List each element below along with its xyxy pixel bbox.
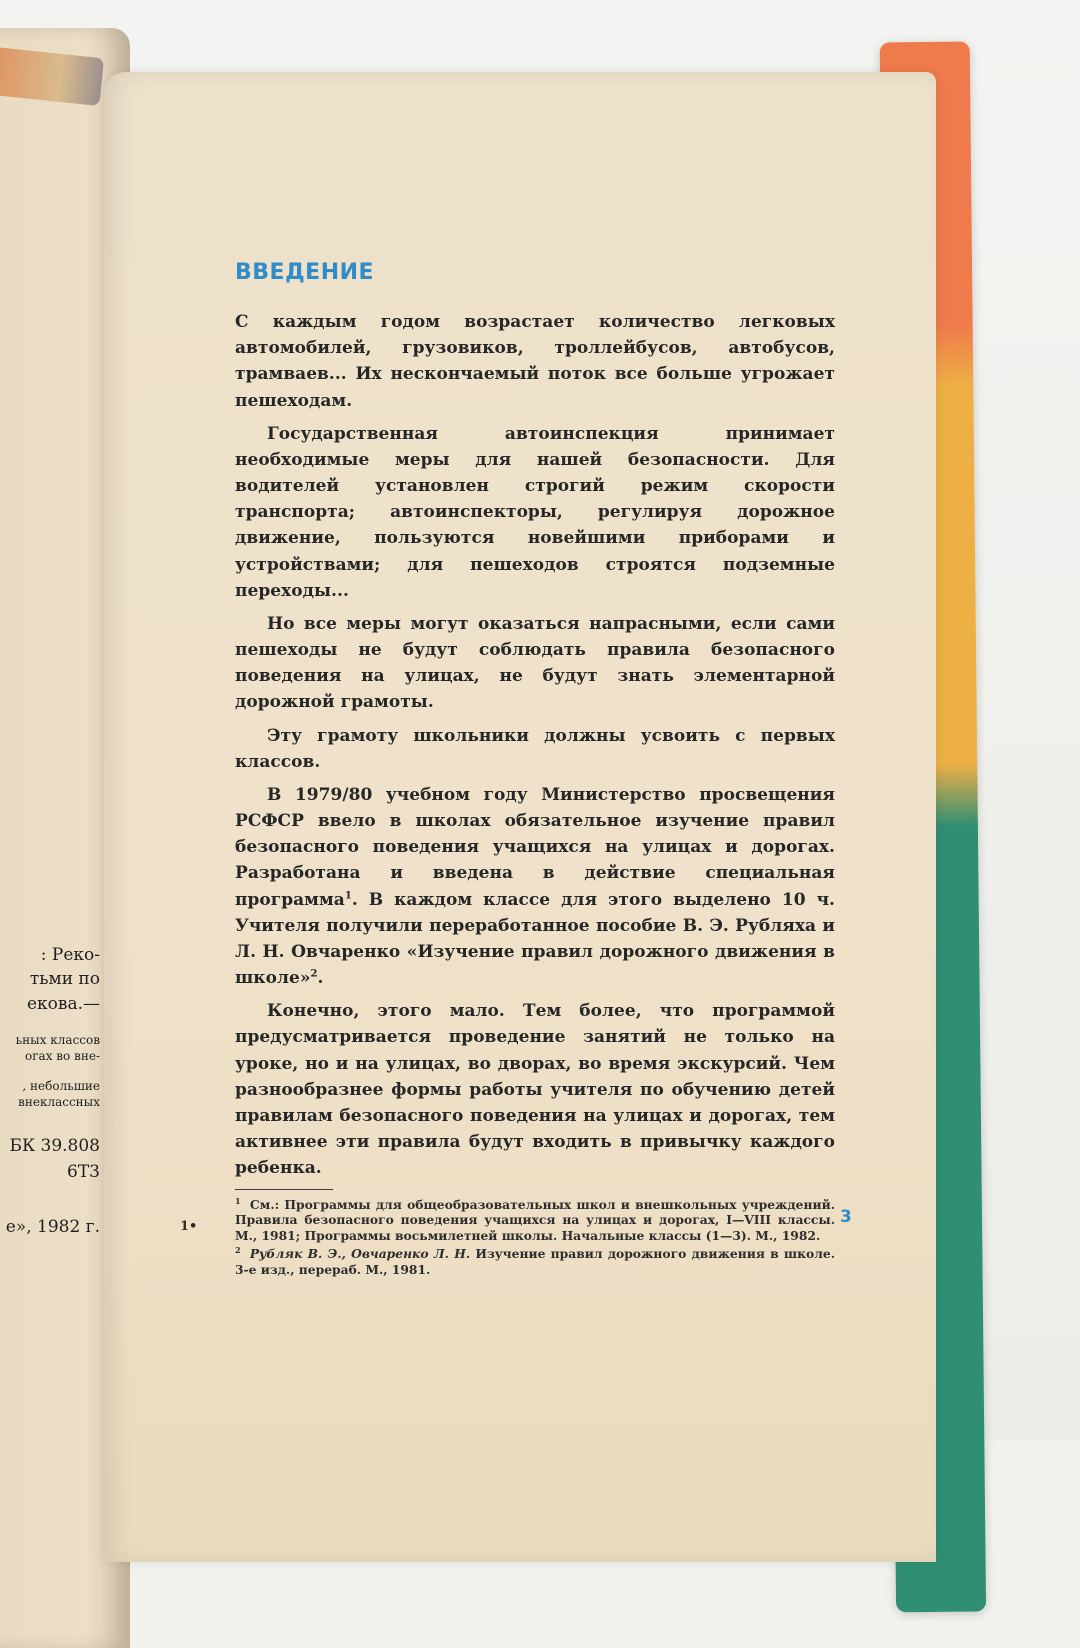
paragraph-5 <box>235 782 835 991</box>
footnotes <box>235 1196 835 1278</box>
footnote-1 <box>235 1196 835 1244</box>
left-cover-strip <box>0 46 104 106</box>
signature-mark: 1• <box>180 1219 198 1234</box>
page-title: ВВЕДЕНИЕ <box>235 260 375 285</box>
footnote-ref-1: 1 <box>344 889 352 901</box>
left-fragment-5: огах во вне- <box>25 1049 100 1064</box>
left-page-text <box>0 945 100 1238</box>
paragraph-6: Конечно, этого мало. Тем более, что программой предусматривается проведение занятий не только на уроке, но и на улицах, во дворах, во время экскурсий. Чем разнообразнее формы работы учителя по обучению детей правилам безопасного поведения на улицах и дорогах, тем активнее эти правила будут входить в привычку каждого ребенка. <box>235 1001 835 1179</box>
paragraph-3: Но все меры могут оказаться напрасными, если сами пешеходы не будут соблюдать правила безопасного поведения на улицах, не будут знать элементарной дорожной грамоты. <box>235 613 835 713</box>
left-fragment-8: БК 39.808 <box>9 1136 100 1157</box>
footnote-1-number: 1 <box>235 1195 241 1206</box>
page-number: 3 <box>840 1207 852 1227</box>
paragraph-4: Эту грамоту школьники должны усвоить с первых классов. <box>235 725 835 772</box>
footnote-2-author: Рубляк В. Э., Овчаренко Л. Н. <box>249 1245 471 1261</box>
footnote-2-number: 2 <box>235 1244 241 1255</box>
footnote-ref-2: 2 <box>310 968 318 980</box>
left-fragment-3: екова.— <box>26 993 100 1014</box>
paragraph-5-end-period: . <box>317 968 324 989</box>
left-fragment-4: ьных классов <box>15 1032 100 1047</box>
introduction-page-content <box>235 260 835 1278</box>
left-fragment-1: : Реко- <box>40 945 100 965</box>
paragraph-2: Государственная автоинспекция принимает необходимые меры для нашей безопасности. Для водителей установлен строгий режим скорости транспорта; автоинспекторы, регулируя дорожное движение, пользуются новейшими приборами и устройствами; для пешеходов строятся подземные переходы... <box>235 423 835 601</box>
left-fragment-6: , небольшие <box>22 1078 100 1093</box>
footnote-2-text: Изучение правил дорожного движения в школе. 3-е изд., перераб. М., 1981. <box>235 1245 835 1277</box>
left-fragment-2: тьми по <box>29 969 100 990</box>
footnote-2 <box>235 1245 835 1278</box>
left-fragment-10: е», 1982 г. <box>5 1216 100 1237</box>
footnote-1-text: См.: Программы для общеобразовательных школ и внешкольных учреждений. Правила безопасного поведения учащихся на улицах и дорогах, I—VIII классы. М., 1981; Программы восьмилетней школы. Начальные классы (1—3). М., 1982. <box>235 1196 835 1244</box>
paragraph-1: С каждым годом возрастает количество легковых автомобилей, грузовиков, троллейбусов, автобусов, трамваев... Их нескончаемый поток все больше угрожает пешеходам. <box>235 312 835 411</box>
footnote-separator <box>235 1189 333 1190</box>
left-fragment-7: внеклассных <box>18 1094 100 1109</box>
paragraph-5-part-1: В 1979/80 учебном году Министерство просвещения РСФСР ввело в школах обязательное изучение правил безопасного поведения учащихся на улицах и дорогах. Разработана и введена в действие специальная программа <box>235 784 835 910</box>
paragraph-5-part-2: . В каждом классе для этого выделено 10 ч. Учителя получили переработанное пособие В. Э. Рубляха и Л. Н. Овчаренко «Изучение правил дорожного движения в школе» <box>235 889 835 989</box>
left-fragment-9: 6Т3 <box>67 1161 100 1182</box>
